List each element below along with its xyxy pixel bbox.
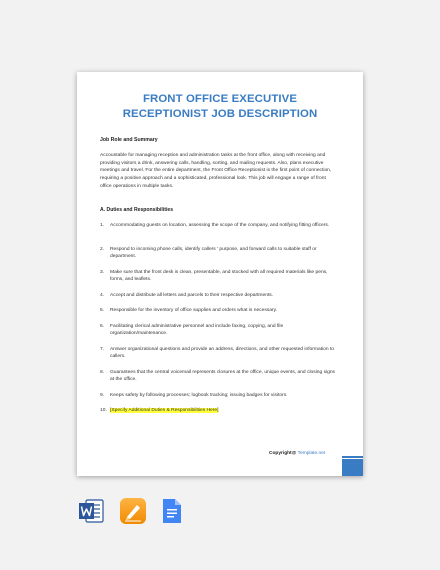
duties-heading: A. Duties and Responsibilities [100,207,174,213]
duty-text: Answer organizational questions and provide an address, directions, and other requested information to callers. [110,347,335,360]
corner-accent-block [342,459,363,476]
corner-stripe [342,456,363,458]
duty-number: 2. [100,247,105,252]
duty-text: Accommodating guests on location, assessing the scope of the company, and notifying fitting officers. [110,223,330,228]
duty-text: Facilitating clerical administrative personnel and include faxing, copying, and file organization/maintenance. [110,324,284,337]
duty-item [100,323,340,338]
duty-number: 9. [100,393,105,398]
title-line-2: RECEPTIONIST JOB DESCRIPTION [122,108,318,120]
copyright-line [269,451,325,456]
duty-number: 7. [100,347,105,352]
duty-item [100,407,340,414]
copyright-brand-link[interactable]: Template.net [297,451,326,456]
duty-text: Respond to incoming phone calls, identify callers ' purpose, and forward calls to suitable staff or department. [110,247,317,260]
duty-number: 5. [100,308,105,313]
duty-number: 8. [100,370,105,375]
pages-icon[interactable] [119,497,147,525]
duty-item [100,392,340,399]
duty-item [100,269,340,284]
document-title [77,92,363,122]
document-page [77,72,363,476]
duty-item [100,369,340,384]
title-line-1: FRONT OFFICE EXECUTIVE [142,93,298,105]
duty-text: Accept and distribute all letters and parcels to their respective departments. [110,293,274,298]
duty-number: 4. [100,293,105,298]
word-icon[interactable] [77,497,105,525]
duty-text: Responsible for the inventory of office supplies and orders what is necessary. [110,308,278,313]
duty-number: 1. [100,223,105,228]
google-docs-icon[interactable] [158,497,186,525]
role-heading: Job Role and Summary [100,137,158,143]
duty-item [100,246,340,261]
copyright-label: Copyright@ [269,451,297,456]
duty-item [100,292,340,299]
duty-item [100,307,340,314]
duty-number: 10. [100,408,107,413]
duty-item [100,346,340,361]
duty-number: 3. [100,270,105,275]
duty-item [100,222,340,229]
duty-text: Keeps safety by following processes; logbook tracking; issuing badges for visitors. [110,393,288,398]
summary-paragraph: Accountable for managing reception and administration tasks at the front office, along with receiving and providing visitors a drink, answering calls, handling, sorting, and mailing requests. Also, plans executive meetings and travel. For the entire department, the Front Office Receptionist is the first point of connection, requiring a positive approach and a sophisticated, professional look. This job will engage a range of front office operations in multiple tasks. [100,153,332,189]
duty-text: Guarantees that the central voicemail represents closures at the office, unique events, and closing signs at the office. [110,370,336,383]
duty-number: 6. [100,324,105,329]
duty-placeholder-highlight: [Specify Additional Duties & Responsibilities Here] [110,408,219,413]
duty-text: Make sure that the front desk is clean, presentable, and stocked with all required materials like pens, forms, and leaflets. [110,270,328,283]
